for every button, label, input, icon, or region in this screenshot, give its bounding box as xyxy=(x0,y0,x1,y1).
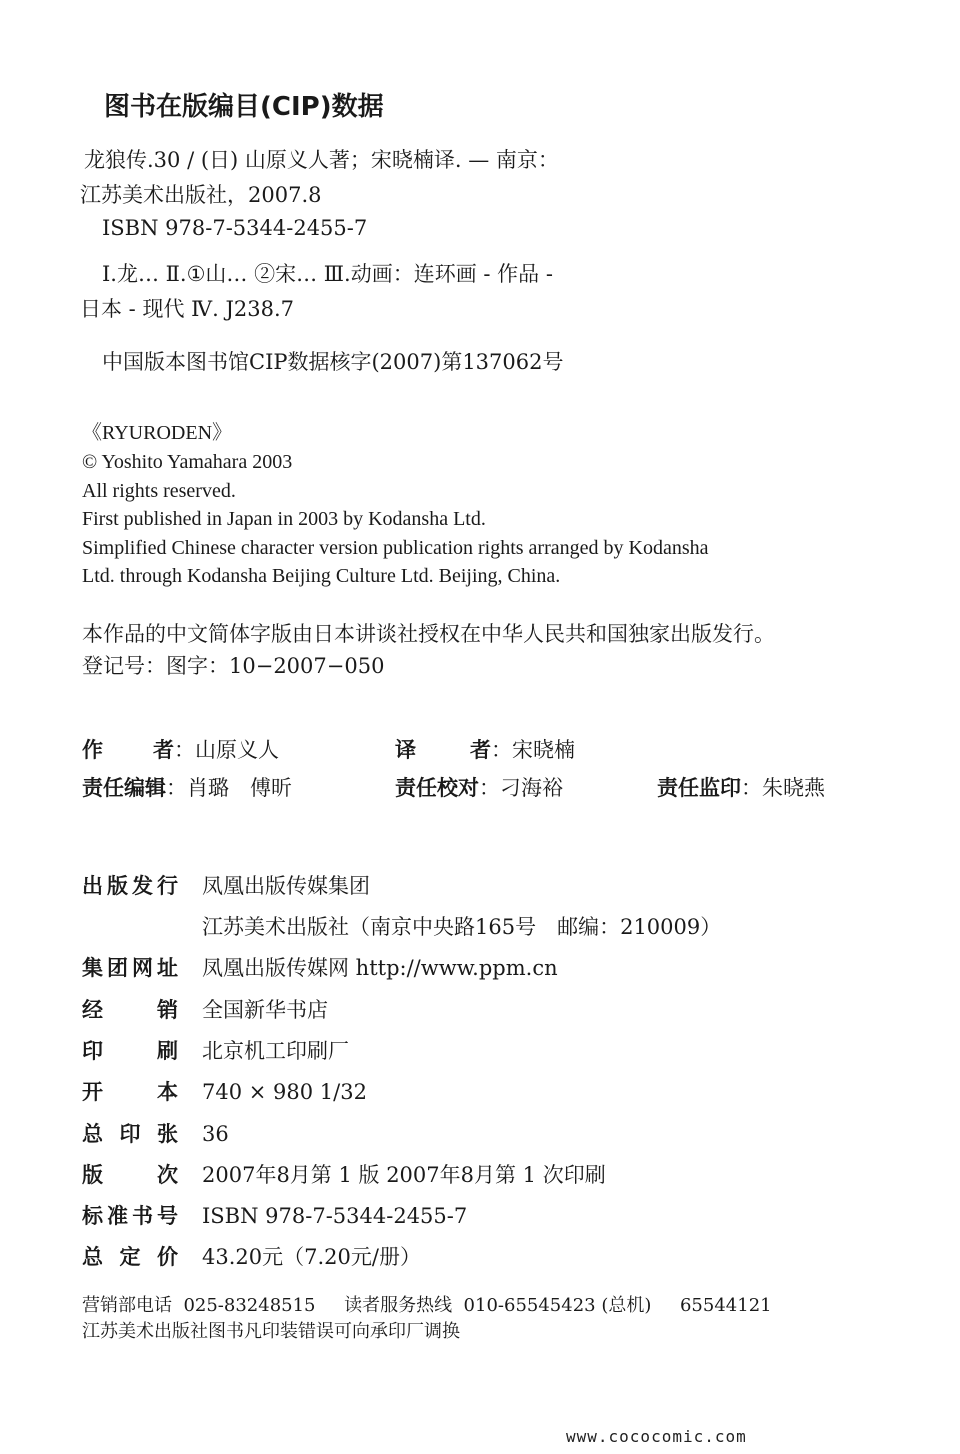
cip-line-1: 龙狼传.30 / (日) 山原义人著；宋晓楠译. — 南京： xyxy=(84,148,559,172)
pub-label: 经 销 xyxy=(82,998,178,1022)
pub-value: 江苏美术出版社（南京中央路165号 邮编：210009） xyxy=(202,915,722,939)
pub-value: 凤凰出版传媒网 http://www.ppm.cn xyxy=(202,956,558,980)
colon: ： xyxy=(166,776,187,800)
cip-line-4: Ⅰ.龙… Ⅱ.①山… ②宋… Ⅲ.动画：连环画 - 作品 - xyxy=(102,262,553,286)
pub-row xyxy=(82,876,370,897)
pub-value: 740 × 980 1/32 xyxy=(202,1080,367,1104)
pub-label: 总 印 张 xyxy=(82,1122,178,1146)
credit-editor xyxy=(82,778,292,799)
copyright-line: Simplified Chinese character version publication rights arranged by Kodansha xyxy=(82,537,709,559)
pub-value: 36 xyxy=(202,1122,229,1146)
cip-isbn: ISBN 978-7-5344-2455-7 xyxy=(102,216,368,240)
colon: ： xyxy=(174,738,195,762)
colon: ： xyxy=(479,776,500,800)
pub-label: 印 刷 xyxy=(82,1039,178,1063)
license-line-1: 本作品的中文简体字版由日本讲谈社授权在中华人民共和国独家出版发行。 xyxy=(82,622,775,646)
pub-row xyxy=(82,1000,328,1021)
pub-value: 凤凰出版传媒集团 xyxy=(202,874,370,898)
pub-label: 开 本 xyxy=(82,1080,178,1104)
cip-number: 中国版本图书馆CIP数据核字(2007)第137062号 xyxy=(102,350,564,374)
credit-print-supervisor-value: 朱晓燕 xyxy=(762,776,825,800)
credit-proofreader xyxy=(395,778,563,799)
colon: ： xyxy=(491,738,512,762)
pub-row xyxy=(82,1082,367,1103)
pub-row xyxy=(82,1041,349,1062)
pub-value: 全国新华书店 xyxy=(202,998,328,1022)
copyright-line: Ltd. through Kodansha Beijing Culture Ltd. Beijing, China. xyxy=(82,565,561,587)
registration-number: 登记号：图字：10−2007−050 xyxy=(82,654,385,678)
contact-phones: 营销部电话 025-83248515 读者服务热线 010-65545423 (总机) 65544121 xyxy=(82,1295,772,1316)
pub-row xyxy=(82,1247,421,1268)
credit-print-supervisor-label: 责任监印 xyxy=(657,776,741,800)
credit-author-label: 作 者 xyxy=(82,738,174,762)
pub-row xyxy=(82,1165,606,1186)
pub-value: 43.20元（7.20元/册） xyxy=(202,1245,421,1269)
pub-value: 北京机工印刷厂 xyxy=(202,1039,349,1063)
copyright-line: © Yoshito Yamahara 2003 xyxy=(82,451,293,473)
pub-label: 版 次 xyxy=(82,1163,178,1187)
credit-editor-value: 肖璐 傅昕 xyxy=(187,776,292,800)
pub-label: 标 准 书 号 xyxy=(82,1204,178,1228)
pub-row xyxy=(82,958,558,979)
credit-editor-label: 责任编辑 xyxy=(82,776,166,800)
colon: ： xyxy=(741,776,762,800)
pub-row xyxy=(82,917,721,938)
pub-value: ISBN 978-7-5344-2455-7 xyxy=(202,1204,468,1228)
credit-author xyxy=(82,740,279,761)
cip-line-2: 江苏美术出版社，2007.8 xyxy=(80,183,322,207)
pub-label: 总 定 价 xyxy=(82,1245,178,1269)
pub-value: 2007年8月第 1 版 2007年8月第 1 次印刷 xyxy=(202,1163,606,1187)
pub-row xyxy=(82,1124,229,1145)
pub-label: 集 团 网 址 xyxy=(82,956,178,980)
credit-translator-label: 译 者 xyxy=(395,738,491,762)
credit-proofreader-label: 责任校对 xyxy=(395,776,479,800)
cip-heading: 图书在版编目(CIP)数据 xyxy=(104,92,384,122)
credit-translator-value: 宋晓楠 xyxy=(512,738,575,762)
credit-proofreader-value: 刁海裕 xyxy=(500,776,563,800)
copyright-line: First published in Japan in 2003 by Kodansha Ltd. xyxy=(82,508,486,530)
pub-label: 出 版 发 行 xyxy=(82,874,178,898)
credit-author-value: 山原义人 xyxy=(195,738,279,762)
contact-note: 江苏美术出版社图书凡印装错误可向承印厂调换 xyxy=(82,1321,460,1342)
copyright-line: 《RYURODEN》 xyxy=(82,422,233,444)
copyright-line: All rights reserved. xyxy=(82,480,236,502)
watermark-text: www.cococomic.com xyxy=(566,1427,747,1446)
credit-translator xyxy=(395,740,575,761)
cip-line-5: 日本 - 现代 Ⅳ. J238.7 xyxy=(80,297,294,321)
pub-row xyxy=(82,1206,467,1227)
credit-print-supervisor xyxy=(657,778,825,799)
